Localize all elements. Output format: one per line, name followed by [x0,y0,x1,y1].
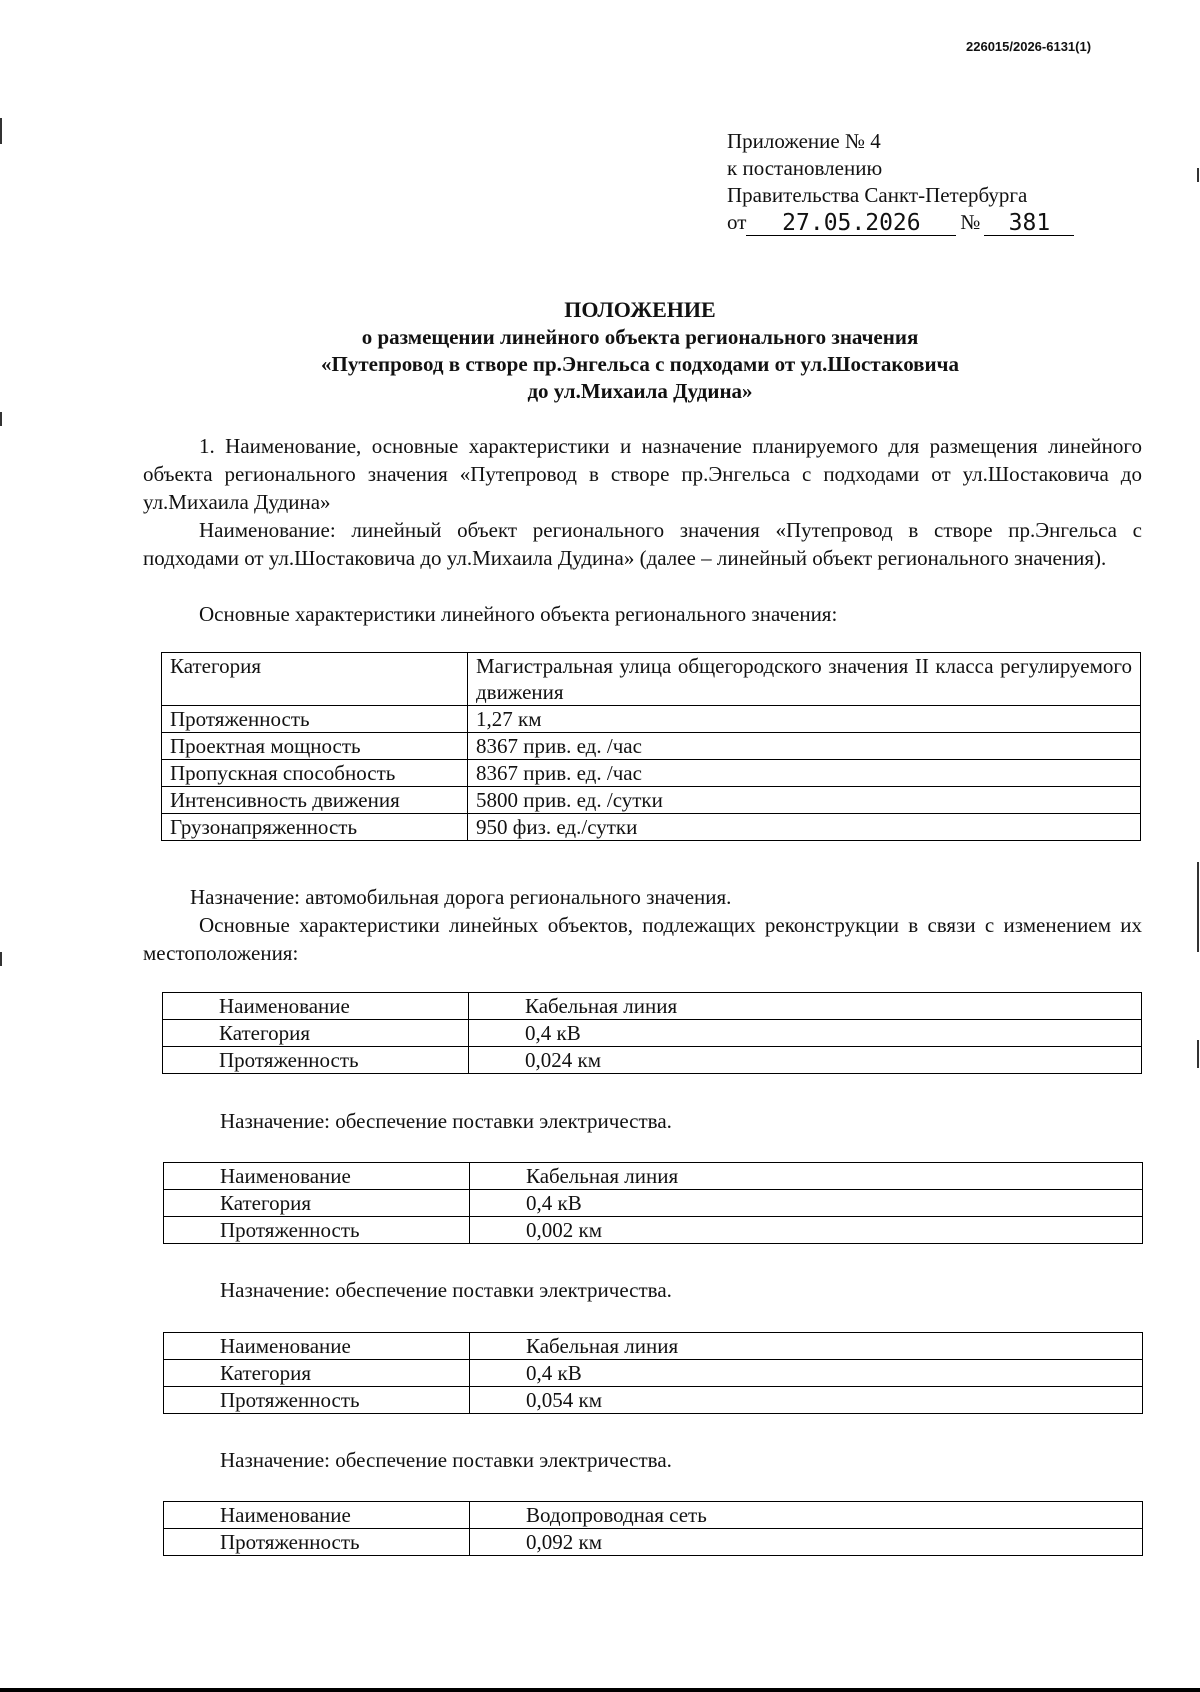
document-registration-number: 226015/2026-6131(1) [966,39,1092,54]
paragraph-3: Основные характеристики линейного объекта регионального значения: [199,602,838,626]
paragraph-reconstruction-intro: Основные характеристики линейных объектов, подлежащих реконструкции в связи с изменением их местоположения: [143,913,1142,965]
table-cell: Протяженность [164,1217,470,1244]
table-row [163,993,1142,1020]
appendix-line-1: Приложение № 4 [727,129,881,153]
table-cell: 8367 прив. ед. /час [468,760,1141,787]
document-title [140,296,1140,405]
table-cell: 1,27 км [468,706,1141,733]
table-cell: Протяженность [163,1047,469,1074]
table-cell: 950 физ. ед./сутки [468,814,1141,841]
main-characteristics-table [161,652,1141,841]
decree-number: 381 [984,211,1074,236]
table-row [162,787,1141,814]
table-cell: Наименование [164,1163,470,1190]
table-row [164,1502,1143,1529]
table-cell: Проектная мощность [162,733,468,760]
title-line-3: до ул.Михаила Дудина» [527,379,753,403]
decree-date: 27.05.2026 [746,211,956,236]
table-row [163,1047,1142,1074]
paragraph-purpose-road: Назначение: автомобильная дорога регионального значения. [190,885,732,909]
cable-line-table-3 [163,1332,1143,1414]
table-cell: Интенсивность движения [162,787,468,814]
table-cell: Водопроводная сеть [470,1502,1143,1529]
table-row [162,760,1141,787]
table-row [162,653,1141,706]
table-cell: Кабельная линия [470,1163,1143,1190]
table-row [162,706,1141,733]
table-row [164,1163,1143,1190]
table-cell: 0,002 км [470,1217,1143,1244]
table-row [164,1333,1143,1360]
cable-line-table-1 [162,992,1142,1074]
table-row [164,1360,1143,1387]
table-cell: Пропускная способность [162,760,468,787]
table-row [162,733,1141,760]
table-row [164,1529,1143,1556]
scan-edge-mark [0,412,2,426]
paragraph-1: 1. Наименование, основные характеристики и назначение планируемого для размещения линейного объекта регионального значения «Путепровод в створе пр.Энгельса с подходами от ул.Шостаковича до ул.Михаила Дудина» [143,434,1142,514]
water-network-table [163,1501,1143,1556]
table-cell: 0,092 км [470,1529,1143,1556]
table-cell: Наименование [163,993,469,1020]
table-row [163,1020,1142,1047]
table-cell: 8367 прив. ед. /час [468,733,1141,760]
table-cell: Грузонапряженность [162,814,468,841]
scan-edge-mark [0,118,2,144]
appendix-line-2: к постановлению [727,156,883,180]
table-row [162,814,1141,841]
table-cell: Категория [162,653,468,706]
paragraph-2: Наименование: линейный объект регионального значения «Путепровод в створе пр.Энгельса с подходами от ул.Шостаковича до ул.Михаила Дудина» (далее – линейный объект регионального значения). [143,518,1142,570]
table-cell: 5800 прив. ед. /сутки [468,787,1141,814]
paragraph-purpose-electricity-3: Назначение: обеспечение поставки электричества. [220,1448,672,1472]
table-row [164,1190,1143,1217]
appendix-block [727,128,1074,236]
table-cell: Категория [163,1020,469,1047]
table-cell: 0,054 км [470,1387,1143,1414]
from-label: от [727,210,747,234]
table-cell: Протяженность [164,1529,470,1556]
table-cell: Магистральная улица общегородского значения II класса регулируемого движения [468,653,1141,706]
table-cell: 0,4 кВ [470,1360,1143,1387]
table-cell: Протяженность [164,1387,470,1414]
table-cell: Кабельная линия [470,1333,1143,1360]
table-cell: Протяженность [162,706,468,733]
scan-edge-mark [1197,1040,1199,1068]
table-cell: 0,024 км [469,1047,1142,1074]
paragraph-purpose-electricity-2: Назначение: обеспечение поставки электричества. [220,1278,672,1302]
appendix-date-line [727,209,1074,236]
appendix-line-3: Правительства Санкт-Петербурга [727,183,1028,207]
scan-edge-mark [1197,168,1199,182]
number-label: № [960,210,981,234]
cable-line-table-2 [163,1162,1143,1244]
table-cell: Наименование [164,1333,470,1360]
scan-edge-mark [0,952,2,966]
paragraph-purpose-electricity-1: Назначение: обеспечение поставки электричества. [220,1109,672,1133]
table-cell: Кабельная линия [469,993,1142,1020]
table-cell: 0,4 кВ [469,1020,1142,1047]
table-cell: Наименование [164,1502,470,1529]
title-line-1: о размещении линейного объекта регионального значения [361,325,919,349]
scan-edge-mark [1197,862,1199,952]
table-cell: Категория [164,1360,470,1387]
table-cell: Категория [164,1190,470,1217]
table-row [164,1217,1143,1244]
scan-bottom-edge [0,1688,1200,1692]
table-row [164,1387,1143,1414]
table-cell: 0,4 кВ [470,1190,1143,1217]
title-heading: ПОЛОЖЕНИЕ [564,297,716,322]
title-line-2: «Путепровод в створе пр.Энгельса с подходами от ул.Шостаковича [321,352,959,376]
